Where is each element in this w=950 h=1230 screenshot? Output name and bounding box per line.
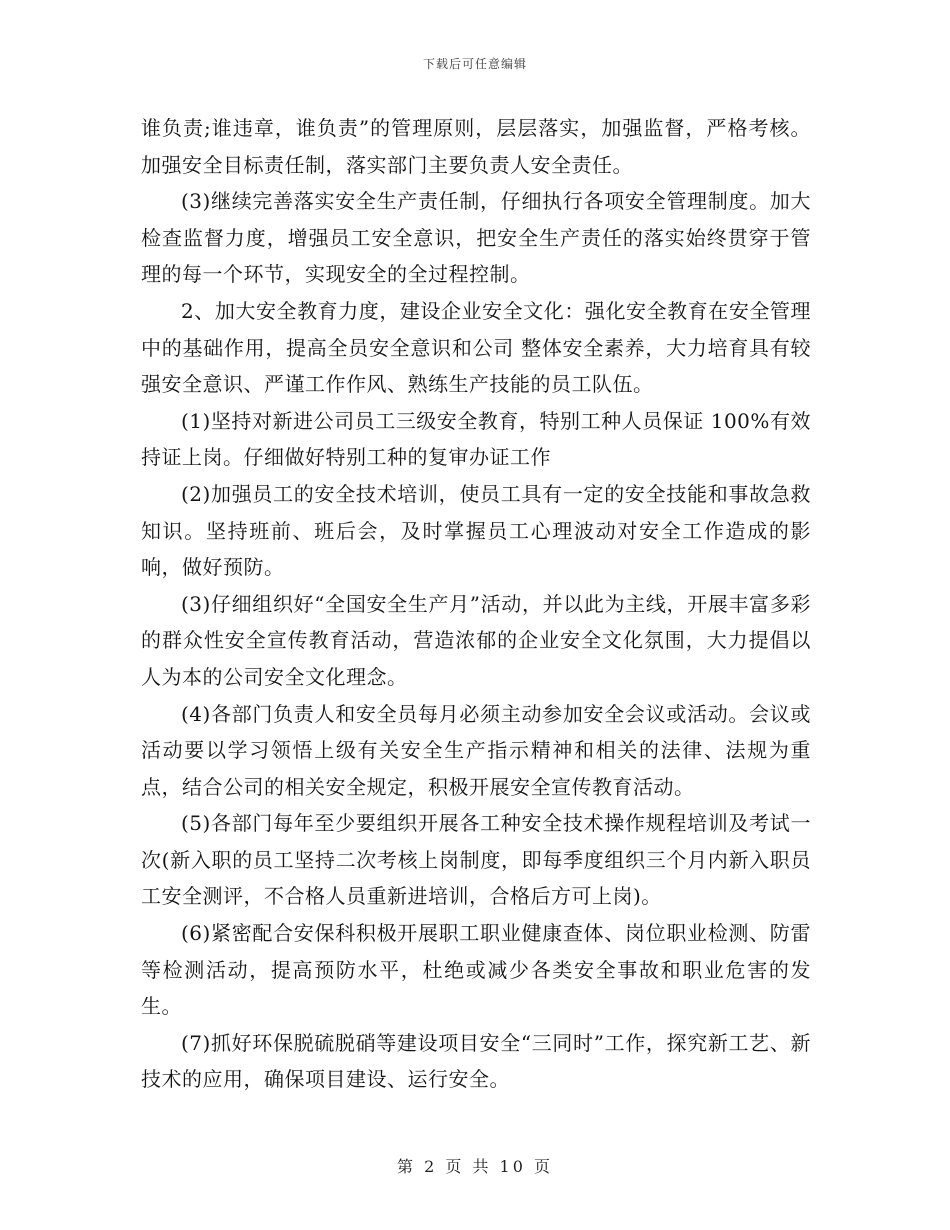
document-body [141, 110, 811, 1098]
paragraph-item-1: (1)坚持对新进公司员工三级安全教育，特别工种人员保证 100%有效持证上岗。仔细做好特别工种的复审办证工作 [141, 408, 811, 470]
paragraph-item-3a: (3)继续完善落实安全生产责任制，仔细执行各项安全管理制度。加大检查监督力度，增强员工安全意识，把安全生产责任的落实始终贯穿于管理的每一个环节，实现安全的全过程控制。 [141, 189, 811, 287]
page-header: 下载后可任意编辑 [422, 57, 527, 71]
paragraph-item-7: (7)抓好环保脱硫脱硝等建设项目安全“三同时”工作，探究新工艺、新技术的应用，确保项目建设、运行安全。 [141, 1030, 811, 1092]
paragraph-section-2: 2、加大安全教育力度，建设企业安全文化：强化安全教育在安全管理中的基础作用，提高全员安全意识和公司 整体安全素养，大力培育具有较强安全意识、严谨工作作风、熟练生产技能的员工队伍。 [141, 298, 811, 397]
paragraph-item-2: (2)加强员工的安全技术培训，使员工具有一定的安全技能和事故急救知识。坚持班前、班后会，及时掌握员工心理波动对安全工作造成的影响，做好预防。 [141, 481, 811, 580]
paragraph-continued: 谁负责;谁违章，谁负责”的管理原则，层层落实，加强监督，严格考核。加强安全目标责任制，落实部门主要负责人安全责任。 [141, 116, 811, 177]
paragraph-item-5: (5)各部门每年至少要组织开展各工种安全技术操作规程培训及考试一次(新入职的员工坚持二次考核上岗制度，即每季度组织三个月内新入职员工安全测评，不合格人员重新进培训，合格后方可上岗)。 [141, 811, 811, 909]
paragraph-item-3b: (3)仔细组织好“全国安全生产月”活动，并以此为主线，开展丰富多彩的群众性安全宣传教育活动，营造浓郁的企业安全文化氛围，大力提倡以人为本的公司安全文化理念。 [141, 591, 811, 689]
paragraph-item-4: (4)各部门负责人和安全员每月必须主动参加安全会议或活动。会议或活动要以学习领悟上级有关安全生产指示精神和相关的法律、法规为重点，结合公司的相关安全规定，积极开展安全宣传教育活动。 [141, 701, 811, 799]
page-number-footer: 第 2 页 共 10 页 [397, 1157, 553, 1176]
paragraph-item-6: (6)紧密配合安保科积极开展职工职业健康查体、岗位职业检测、防雷等检测活动，提高预防水平，杜绝或减少各类安全事故和职业危害的发生。 [141, 921, 811, 1019]
